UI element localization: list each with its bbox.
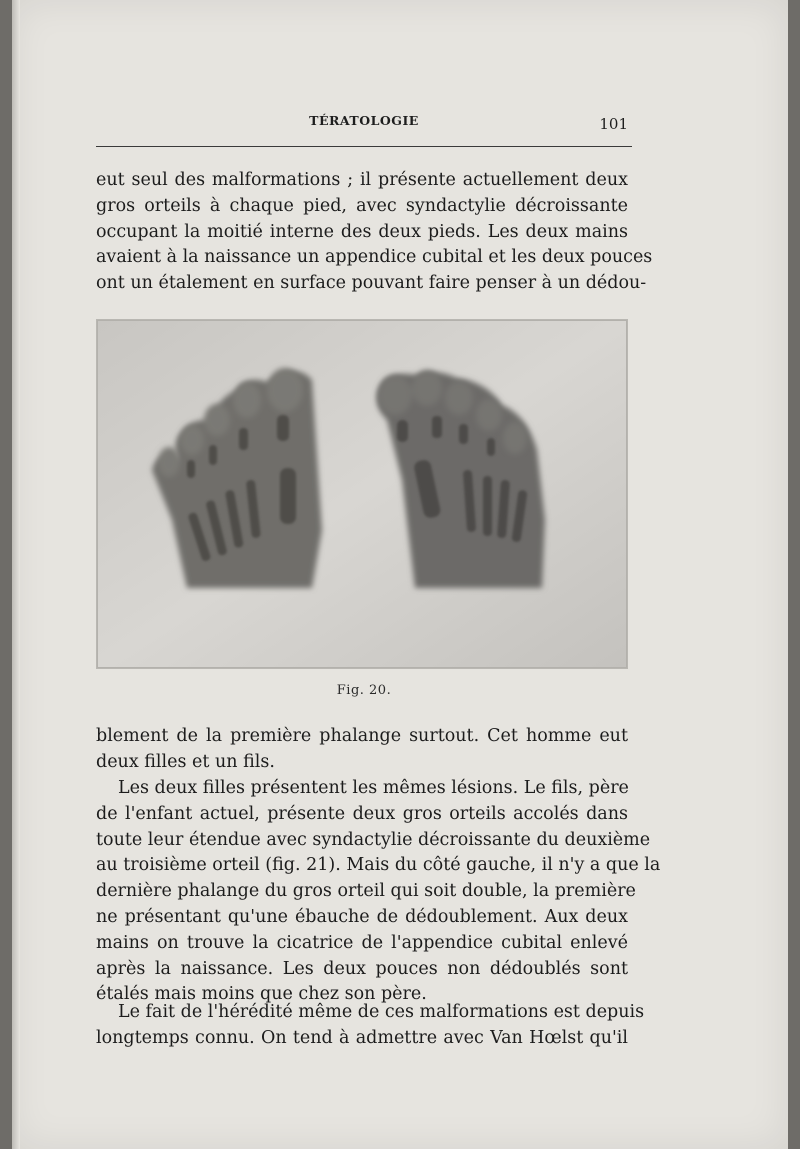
text-line: avaient à la naissance un appendice cubital et les deux pouces bbox=[96, 247, 653, 268]
text-line: au troisième orteil (fig. 21). Mais du côté gauche, il n'y a que la bbox=[96, 855, 661, 876]
text-line: après la naissance. Les deux pouces non dédoublés sont bbox=[96, 958, 628, 979]
text-line: étalés mais moins que chez son père. bbox=[96, 984, 427, 1005]
text-line: occupant la moitié interne des deux pieds. Les deux mains bbox=[96, 221, 628, 242]
text-line: ne présentant qu'une ébauche de dédoublement. Aux deux bbox=[96, 906, 628, 927]
paragraph-continued bbox=[96, 724, 628, 776]
header-rule bbox=[96, 146, 632, 147]
text-line: de l'enfant actuel, présente deux gros orteils accolés dans bbox=[96, 803, 628, 824]
text-line: ont un étalement en surface pouvant faire penser à un dédou- bbox=[96, 273, 647, 294]
text-line: Le fait de l'hérédité même de ces malformations est depuis bbox=[118, 1002, 645, 1022]
xray-figure bbox=[97, 320, 627, 668]
xray-feet-image bbox=[97, 320, 627, 668]
paragraph-heredity bbox=[96, 1000, 645, 1052]
figure-caption: Fig. 20. bbox=[336, 683, 392, 698]
text-line: longtemps connu. On tend à admettre avec Van Hœlst qu'il bbox=[96, 1027, 628, 1048]
running-title: TÉRATOLOGIE bbox=[309, 113, 419, 128]
page-number: 101 bbox=[599, 115, 628, 133]
text-line: blement de la première phalange surtout. Cet homme eut bbox=[96, 726, 628, 746]
text-line: eut seul des malformations ; il présente actuellement deux bbox=[96, 170, 628, 190]
text-line: deux filles et un fils. bbox=[96, 751, 275, 772]
paragraph-daughters bbox=[96, 776, 661, 1008]
text-line: Les deux filles présentent les mêmes lésions. Le fils, père bbox=[118, 778, 629, 798]
text-line: dernière phalange du gros orteil qui soit double, la première bbox=[96, 881, 636, 902]
text-line: mains on trouve la cicatrice de l'appendice cubital enlevé bbox=[96, 932, 628, 953]
text-line: gros orteils à chaque pied, avec syndactylie décroissante bbox=[96, 195, 628, 216]
paragraph-top bbox=[96, 168, 653, 297]
running-head bbox=[96, 113, 632, 135]
text-line: toute leur étendue avec syndactylie décroissante du deuxième bbox=[96, 829, 651, 850]
page-gutter-shadow bbox=[12, 0, 20, 1149]
